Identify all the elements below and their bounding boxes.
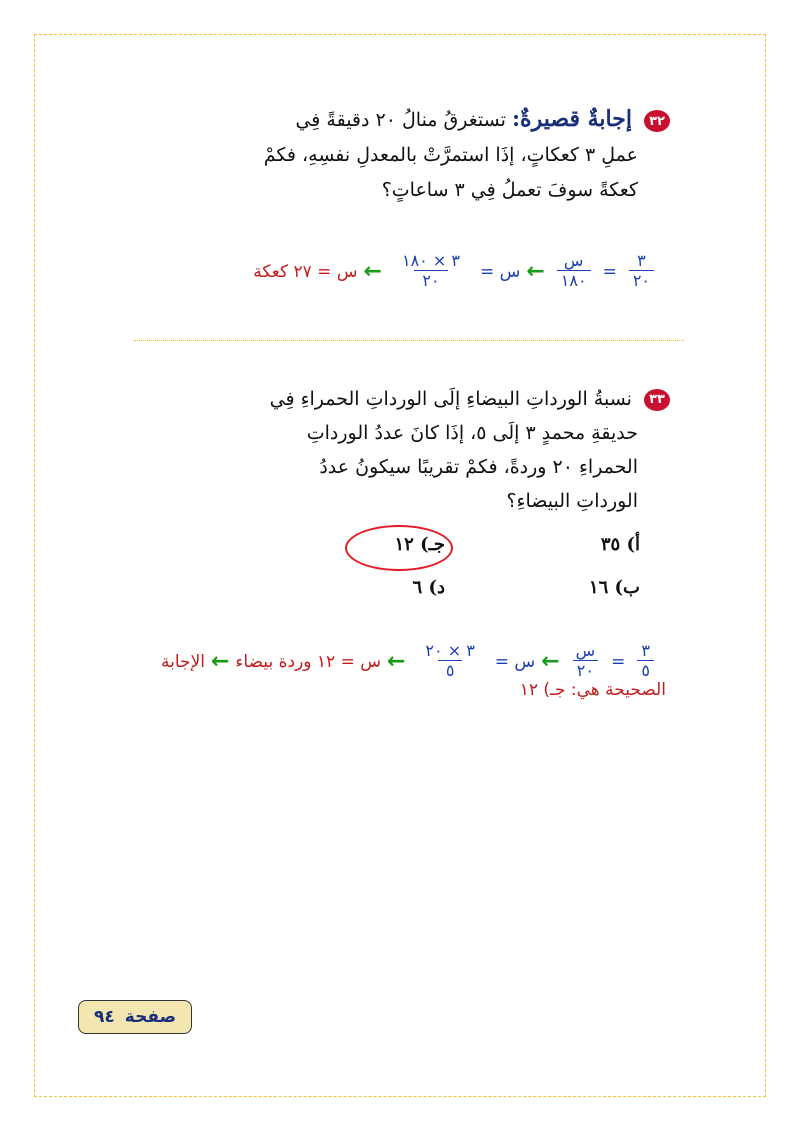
answer-result: س = ٢٧ كعكة	[253, 261, 358, 282]
question-number-badge: ٣٣	[644, 389, 670, 411]
option-b[interactable]: ب) ١٦	[588, 577, 640, 598]
fraction-numerator: ٣ × ١٨٠	[401, 251, 460, 270]
question-text: كعكةً سوفَ تعملُ فِي ٣ ساعاتٍ؟	[381, 179, 638, 201]
fraction-numerator: س	[563, 251, 584, 270]
equals-sign: =	[602, 261, 617, 282]
arrow-icon: ←	[363, 259, 382, 284]
equals-sign: =	[611, 651, 626, 672]
fraction	[417, 642, 482, 681]
arrow-icon: ←	[210, 649, 230, 674]
page-number: ٩٤	[94, 1007, 115, 1027]
section-divider	[134, 340, 684, 341]
fraction-denominator: ٢٠	[573, 660, 598, 681]
question-text: حديقةِ محمدٍ ٣ إلَى ٥، إذَا كانَ عددُ الورداتِ	[306, 422, 638, 444]
fraction	[637, 642, 654, 681]
arrow-icon: ←	[541, 649, 560, 674]
question-32-line-1	[110, 102, 670, 138]
question-32	[110, 102, 670, 208]
question-text: نسبةُ الورداتِ البيضاءِ إلَى الورداتِ الحمراءِ فِي	[269, 388, 632, 410]
question-text: تستغرقُ منالُ ٢٠ دقيقةً فِي	[295, 109, 506, 131]
fraction-denominator: ١٨٠	[557, 270, 591, 291]
fraction	[572, 642, 600, 681]
answer-result: س = ١٢ وردة بيضاء	[235, 651, 381, 672]
option-d[interactable]: د) ٦	[412, 577, 445, 598]
option-a[interactable]: أ) ٣٥	[600, 534, 640, 555]
question-33	[110, 382, 670, 518]
solution-32	[253, 252, 660, 291]
page-number-tab	[78, 1000, 192, 1034]
question-text: الورداتِ البيضاءِ؟	[506, 490, 638, 512]
question-text: الحمراءِ ٢٠ وردةً، فكمْ تقريبًا سيكونُ عددُ	[319, 456, 638, 478]
short-answer-title: إجابةٌ قصيرةٌ:	[511, 106, 632, 132]
question-number-badge: ٣٢	[644, 110, 670, 132]
fraction-numerator: ٣	[637, 251, 646, 270]
answer-tail: الإجابة	[161, 651, 205, 672]
fraction-denominator: ٢٠	[414, 270, 447, 291]
question-text: عملِ ٣ كعكاتٍ، إذَا استمرَّتْ بالمعدلِ نفسِهِ، فكمْ	[263, 144, 638, 166]
correct-answer-circle	[345, 525, 453, 571]
question-33-line-1	[110, 382, 670, 416]
answer-statement: الصحيحة هي: جـ) ١٢	[519, 680, 666, 700]
page-label: صفحة	[124, 1007, 176, 1027]
fraction	[629, 252, 654, 291]
variable-equals: س =	[479, 261, 521, 282]
fraction	[557, 252, 591, 291]
fraction-denominator: ٥	[637, 660, 654, 681]
fraction-numerator: س	[575, 641, 596, 660]
variable-equals: س =	[494, 651, 536, 672]
fraction-denominator: ٥	[438, 660, 463, 681]
option-c[interactable]: جـ) ١٢	[394, 534, 445, 555]
fraction-numerator: ٣ × ٢٠	[425, 641, 475, 660]
arrow-icon: ←	[526, 259, 545, 284]
fraction-denominator: ٢٠	[629, 270, 654, 291]
fraction	[394, 252, 468, 291]
arrow-icon: ←	[386, 649, 406, 674]
fraction-numerator: ٣	[641, 641, 650, 660]
solution-33	[161, 642, 660, 681]
